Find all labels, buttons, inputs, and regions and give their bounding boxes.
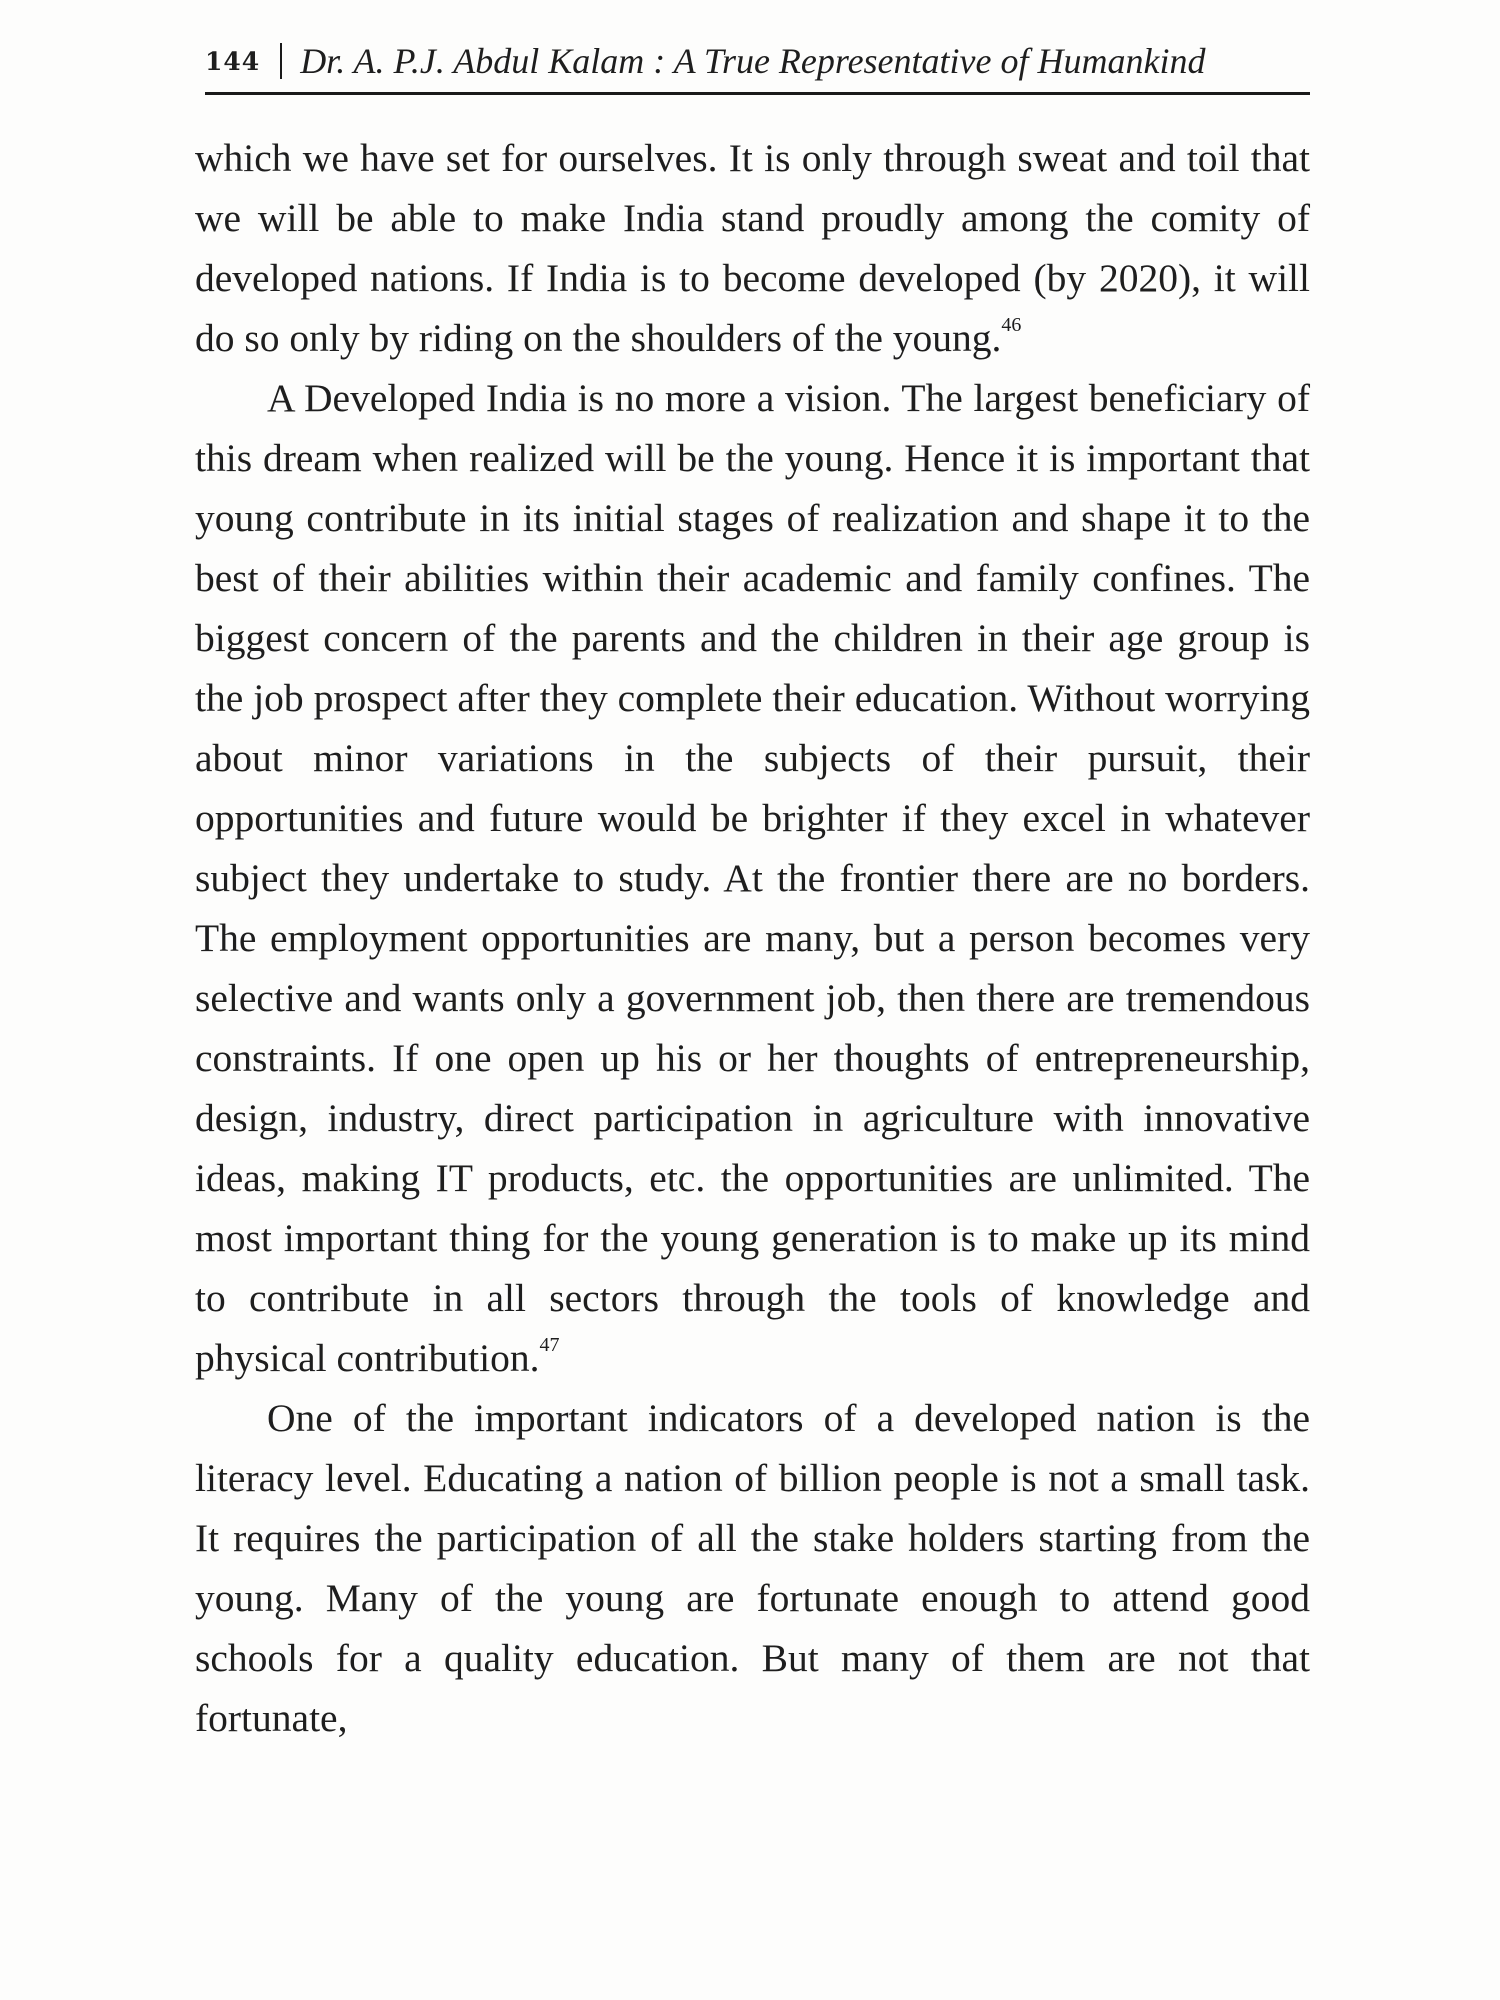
paragraph [195, 368, 1310, 1388]
page-number: 144 [205, 46, 261, 76]
footnote-marker: 46 [1001, 313, 1022, 336]
body-text [195, 128, 1310, 1748]
header-divider [280, 43, 282, 79]
running-header [205, 30, 1310, 95]
paragraph-text: A Developed India is no more a vision. The largest beneficiary of this dream when realized will be the young. Hence it is important that young contribute in its initial stages of realization and shape it to the best of their abilities within their academic and family confines. The biggest concern of the parents and the children in their age group is the job prospect after they complete their education. Without worrying about minor variations in the subjects of their pursuit, their opportunities and future would be brighter if they excel in whatever subject they undertake to study. At the frontier there are no borders. The employment opportunities are many, but a person becomes very selective and wants only a government job, then there are tremendous constraints. If one open up his or her thoughts of entrepreneurship, design, industry, direct participation in agriculture with innovative ideas, making IT products, etc. the opportunities are unlimited. The most important thing for the young generation is to make up its mind to contribute in all sectors through the tools of knowledge and physical contribution. [195, 376, 1310, 1380]
paragraph [195, 128, 1310, 368]
footnote-marker: 47 [539, 1333, 560, 1356]
paragraph-text: which we have set for ourselves. It is only through sweat and toil that we will be able to make India stand proudly among the comity of developed nations. If India is to become developed (by 2020), it will do so only by riding on the shoulders of the young. [195, 136, 1310, 360]
paragraph-text: One of the important indicators of a developed nation is the literacy level. Educating a nation of billion people is not a small task. It requires the participation of all the stake holders starting from the young. Many of the young are fortunate enough to attend good schools for a quality education. But many of them are not that fortunate, [195, 1396, 1310, 1740]
paragraph [195, 1388, 1310, 1748]
book-title: Dr. A. P.J. Abdul Kalam : A True Representative of Humankind [300, 41, 1206, 81]
